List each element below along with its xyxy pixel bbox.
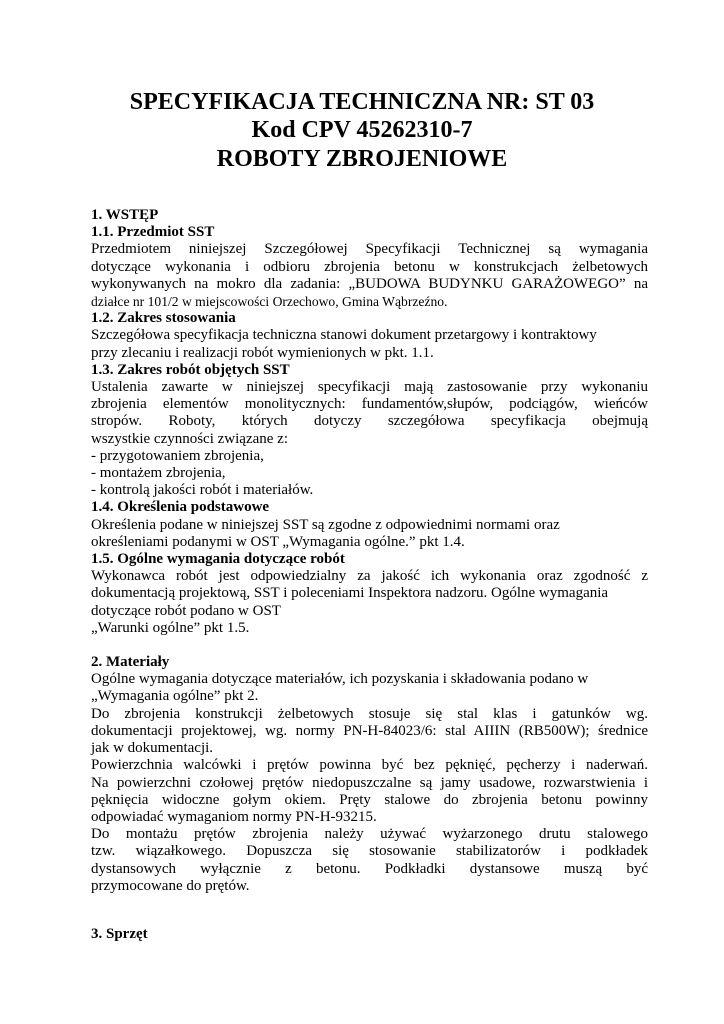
paragraph-line: Przedmiotem niniejszej Szczegółowej Specyfikacji Technicznej są wymagania bbox=[91, 241, 648, 258]
section-1-4-heading: 1.4. Określenia podstawowe bbox=[91, 499, 270, 516]
paragraph-line: Szczegółowa specyfikacja techniczna stanowi dokument przetargowy i kontraktowy bbox=[91, 327, 597, 344]
cpv-code: Kod CPV 45262310-7 bbox=[251, 117, 473, 143]
paragraph-line: wszystkie czynności związane z: bbox=[91, 430, 288, 447]
paragraph-line: pęknięcia widoczne gołym okiem. Pręty stalowe do zbrojenia betonu powinny bbox=[91, 791, 648, 808]
paragraph-line: dystansowych wyłącznie z betonu. Podkładki dystansowe muszą być bbox=[91, 860, 648, 877]
list-item: - przygotowaniem zbrojenia, bbox=[91, 447, 264, 464]
paragraph-line: określeniami podanymi w OST „Wymagania ogólne.” pkt 1.4. bbox=[91, 533, 465, 550]
paragraph-line: dokumentacją projektową, SST i poleceniami Inspektora nadzoru. Ogólne wymagania bbox=[91, 585, 609, 602]
paragraph-line: zbrojenia elementów monolitycznych: fundamentów,słupów, podciągów, wieńców bbox=[91, 396, 648, 413]
paragraph-line: „Warunki ogólne” pkt 1.5. bbox=[91, 619, 250, 636]
paragraph-line: Do montażu prętów zbrojenia należy używać wyżarzonego drutu stalowego bbox=[91, 826, 648, 843]
section-1-3-heading: 1.3. Zakres robót objętych SST bbox=[91, 361, 290, 378]
paragraph-line: stropów. Roboty, których dotyczy szczegółowa specyfikacja obejmują bbox=[91, 413, 648, 430]
section-2-heading: 2. Materiały bbox=[91, 654, 170, 671]
list-item: - montażem zbrojenia, bbox=[91, 465, 226, 482]
document-body bbox=[91, 207, 648, 943]
section-1-heading: 1. WSTĘP bbox=[91, 207, 159, 223]
section-3-heading: 3. Sprzęt bbox=[91, 925, 148, 942]
paragraph-line: Powierzchnia walcówki i prętów powinna być bez pęknięć, pęcherzy i naderwań. bbox=[91, 757, 648, 774]
paragraph-line: tzw. wiązałkowego. Dopuszcza się stosowanie stabilizatorów i podkładek bbox=[91, 843, 648, 860]
paragraph-line: „Wymagania ogólne” pkt 2. bbox=[91, 688, 259, 705]
paragraph-line: Na powierzchni czołowej prętów niedopuszczalne są jamy usadowe, rozwarstwienia i bbox=[91, 774, 648, 791]
section-1-2-heading: 1.2. Zakres stosowania bbox=[91, 310, 236, 327]
section-1-5-heading: 1.5. Ogólne wymagania dotyczące robót bbox=[91, 551, 345, 568]
spec-title: SPECYFIKACJA TECHNICZNA NR: ST 03 bbox=[129, 89, 595, 115]
paragraph-line: dotyczące robót podano w OST bbox=[91, 602, 281, 619]
paragraph-line: dokumentacji projektowej, wg. normy PN-H-84023/6: stal AIIIN (RB500W); średnice bbox=[91, 722, 648, 739]
section-1-1-heading: 1.1. Przedmiot SST bbox=[91, 224, 215, 241]
paragraph-line: Określenia podane w niniejszej SST są zgodne z odpowiednimi normami oraz bbox=[91, 516, 560, 533]
works-title: ROBOTY ZBROJENIOWE bbox=[216, 146, 508, 172]
paragraph-line: odpowiadać wymaganiom normy PN-H-93215. bbox=[91, 808, 377, 825]
list-item: - kontrolą jakości robót i materiałów. bbox=[91, 482, 314, 499]
paragraph-line: Do zbrojenia konstrukcji żelbetowych stosuje się stal klas i gatunków wg. bbox=[91, 705, 648, 722]
paragraph-line: Wykonawca robót jest odpowiedzialny za jakość ich wykonania oraz zgodność z bbox=[91, 568, 648, 585]
paragraph-line: działce nr 101/2 w miejscowości Orzechowo, Gmina Wąbrzeźno. bbox=[91, 294, 448, 310]
paragraph-line: wykonywanych na mokro dla zadania: „BUDOWA BUDYNKU GARAŻOWEGO” na bbox=[91, 275, 648, 292]
paragraph-line: dotyczące wykonania i odbioru zbrojenia betonu w konstrukcjach żelbetowych bbox=[91, 258, 648, 275]
paragraph-line: Ustalenia zawarte w niniejszej specyfikacji mają zastosowanie przy wykonaniu bbox=[91, 379, 648, 396]
paragraph-line: Ogólne wymagania dotyczące materiałów, ich pozyskania i składowania podano w bbox=[91, 671, 589, 688]
paragraph-line: przymocowane do prętów. bbox=[91, 877, 250, 894]
paragraph-line: przy zlecaniu i realizacji robót wymienionych w pkt. 1.1. bbox=[91, 344, 434, 361]
paragraph-line: jak w dokumentacji. bbox=[91, 740, 214, 757]
